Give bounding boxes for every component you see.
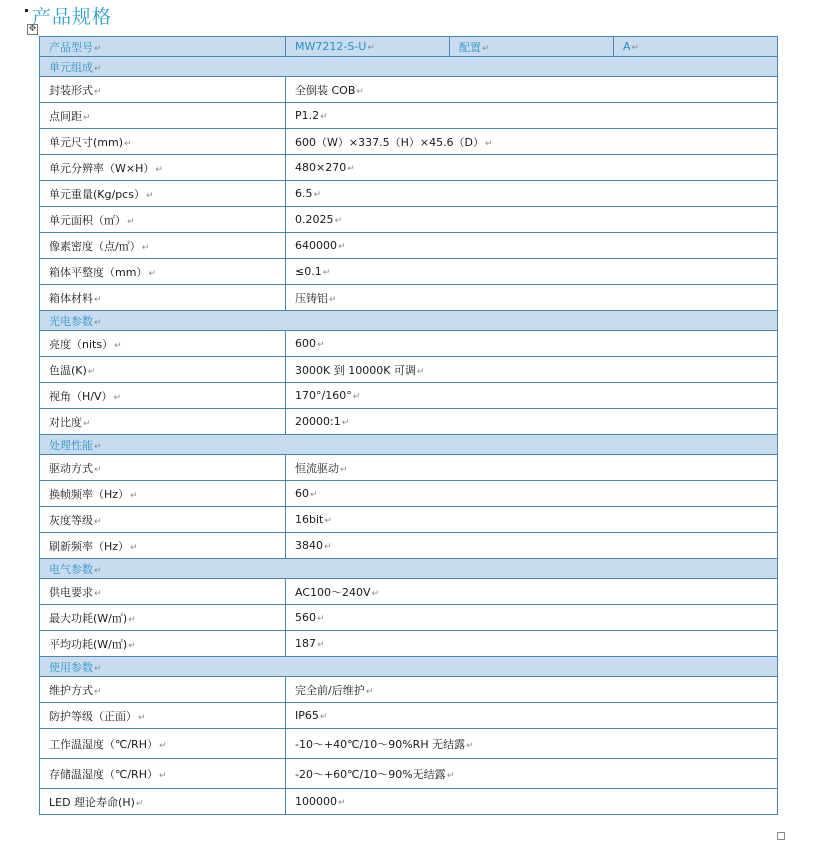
- section-title: 光电参数: [49, 314, 93, 328]
- spec-value-cell: [286, 759, 778, 789]
- table-row: [40, 155, 778, 181]
- spec-label-cell: [40, 579, 286, 605]
- spec-label-cell: [40, 507, 286, 533]
- table-move-handle-icon[interactable]: ✥: [28, 24, 37, 34]
- section-title-cell: [40, 657, 778, 677]
- table-row: [40, 579, 778, 605]
- paragraph-mark: ↵: [310, 490, 318, 500]
- spec-value-cell: [286, 789, 778, 815]
- paragraph-mark: ↵: [94, 294, 102, 305]
- paragraph-mark: ↵: [141, 242, 150, 253]
- paragraph-mark: ↵: [371, 588, 380, 599]
- spec-value: AC100～240V: [295, 585, 371, 599]
- table-row: [40, 233, 778, 259]
- paragraph-mark: ↵: [83, 418, 91, 429]
- spec-label: 维护方式: [49, 683, 93, 697]
- spec-value-cell: [286, 77, 778, 103]
- section-header-row: [40, 57, 778, 77]
- paragraph-mark: ↵: [94, 565, 102, 576]
- paragraph-mark: ↵: [127, 216, 135, 227]
- spec-value: 20000:1: [295, 415, 341, 428]
- paragraph-mark: ↵: [148, 268, 156, 279]
- spec-table: [39, 36, 778, 815]
- paragraph-mark: ↵: [416, 366, 425, 377]
- paragraph-mark: ↵: [135, 798, 144, 809]
- table-row: [40, 789, 778, 815]
- spec-label-cell: [40, 259, 286, 285]
- paragraph-mark: ↵: [94, 86, 102, 97]
- paragraph-mark: ↵: [347, 164, 355, 174]
- spec-label: 箱体材料: [49, 291, 93, 305]
- paragraph-mark: ↵: [145, 190, 154, 201]
- spec-value-cell: [286, 181, 778, 207]
- spec-value: 恒流驱动: [295, 461, 339, 475]
- paragraph-mark: ↵: [138, 712, 146, 723]
- paragraph-mark: ↵: [83, 112, 91, 123]
- spec-value: 600: [295, 337, 316, 350]
- paragraph-mark: ↵: [87, 366, 96, 377]
- spec-label: 平均功耗(W/㎡): [49, 637, 128, 651]
- spec-label-cell: [40, 729, 286, 759]
- paragraph-mark: ↵: [324, 542, 332, 552]
- spec-value-cell: [286, 507, 778, 533]
- section-title: 处理性能: [49, 438, 93, 452]
- spec-label: 对比度: [49, 415, 82, 429]
- section-title-cell: [40, 559, 778, 579]
- spec-value: 完全前/后维护: [295, 683, 365, 697]
- paragraph-mark: ↵: [94, 588, 102, 599]
- spec-value-cell: [286, 155, 778, 181]
- config-value-cell: A↵: [614, 37, 778, 57]
- table-row: [40, 677, 778, 703]
- table-row: [40, 605, 778, 631]
- spec-value: 187: [295, 637, 316, 650]
- paragraph-mark: ↵: [338, 798, 346, 808]
- paragraph-mark: ↵: [319, 712, 328, 722]
- spec-value-cell: [286, 207, 778, 233]
- spec-value: P1.2: [295, 109, 320, 122]
- spec-label: 像素密度（点/㎡）: [49, 239, 141, 253]
- spec-value: 60: [295, 487, 309, 500]
- spec-label: 单元重量(Kg/pcs）: [49, 187, 145, 201]
- table-row: [40, 285, 778, 311]
- table-row: [40, 703, 778, 729]
- spec-label-cell: [40, 357, 286, 383]
- paragraph-mark: ↵: [317, 640, 325, 650]
- spec-label: 点间距: [49, 109, 82, 123]
- spec-label: 最大功耗(W/㎡): [49, 611, 128, 625]
- paragraph-mark: ↵: [329, 294, 337, 305]
- spec-label-cell: [40, 207, 286, 233]
- spec-label: 刷新频率（Hz）: [49, 539, 130, 553]
- section-header-row: [40, 311, 778, 331]
- spec-value-cell: [286, 677, 778, 703]
- paragraph-mark: ↵: [155, 164, 163, 175]
- spec-label-cell: [40, 155, 286, 181]
- paragraph-mark: ↵: [130, 542, 138, 553]
- section-title-cell: [40, 435, 778, 455]
- spec-label: 亮度（nits）: [49, 337, 114, 351]
- spec-label: 单元分辨率（W×H）: [49, 161, 155, 175]
- spec-value: 170°/160°: [295, 389, 352, 402]
- spec-label: 箱体平整度（mm）: [49, 265, 148, 279]
- spec-value: 100000: [295, 795, 337, 808]
- paragraph-mark: ↵: [485, 138, 493, 149]
- table-row: [40, 383, 778, 409]
- table-row: [40, 331, 778, 357]
- spec-label: 视角（H/V）: [49, 389, 113, 403]
- spec-label-cell: [40, 481, 286, 507]
- table-row: [40, 409, 778, 435]
- config-label-cell: 配置↵: [450, 37, 614, 57]
- paragraph-mark: ↵: [446, 770, 455, 781]
- paragraph-mark: ↵: [158, 740, 167, 751]
- table-row: [40, 259, 778, 285]
- spec-value-cell: [286, 533, 778, 559]
- table-resize-handle[interactable]: [777, 832, 785, 840]
- paragraph-mark: ↵: [158, 770, 167, 781]
- paragraph-mark: ↵: [128, 614, 136, 625]
- section-title-cell: [40, 311, 778, 331]
- spec-value: 0.2025: [295, 213, 334, 226]
- paragraph-mark: ↵: [128, 640, 136, 651]
- table-row: [40, 207, 778, 233]
- paragraph-mark: ↵: [340, 464, 348, 475]
- paragraph-mark: ↵: [114, 340, 122, 351]
- paragraph-mark: ↵: [94, 464, 102, 475]
- spec-value: 560: [295, 611, 316, 624]
- spec-value-cell: [286, 631, 778, 657]
- paragraph-mark: ↵: [320, 112, 328, 122]
- spec-value: 640000: [295, 239, 337, 252]
- table-row: [40, 77, 778, 103]
- header-row: [40, 37, 778, 57]
- spec-value-cell: [286, 729, 778, 759]
- spec-label: 工作温湿度（℃/RH）: [49, 737, 158, 751]
- spec-label-cell: [40, 409, 286, 435]
- table-row: [40, 181, 778, 207]
- spec-value: -10～+40℃/10～90%RH 无结露: [295, 737, 466, 751]
- paragraph-mark: ↵: [317, 340, 325, 350]
- paragraph-mark: ↵: [94, 516, 102, 527]
- spec-label: LED 理论寿命(H): [49, 795, 135, 809]
- table-row: [40, 103, 778, 129]
- spec-label-cell: [40, 233, 286, 259]
- spec-label-cell: [40, 677, 286, 703]
- spec-value: -20～+60℃/10～90%无结露: [295, 767, 446, 781]
- spec-label: 色温(K): [49, 363, 87, 377]
- spec-label-cell: [40, 789, 286, 815]
- spec-label: 供电要求: [49, 585, 93, 599]
- paragraph-mark: ↵: [324, 516, 332, 526]
- section-header-row: [40, 559, 778, 579]
- paragraph-mark: ↵: [338, 242, 346, 252]
- spec-value-cell: [286, 357, 778, 383]
- paragraph-mark: ↵: [466, 740, 474, 751]
- table-row: [40, 455, 778, 481]
- table-row: [40, 631, 778, 657]
- section-title-cell: [40, 57, 778, 77]
- list-bullet: [25, 9, 28, 12]
- spec-label: 驱动方式: [49, 461, 93, 475]
- spec-value-cell: [286, 103, 778, 129]
- spec-value-cell: [286, 703, 778, 729]
- paragraph-mark: ↵: [94, 317, 102, 328]
- spec-label: 换帧频率（Hz）: [49, 487, 130, 501]
- paragraph-mark: ↵: [94, 686, 102, 697]
- paragraph-mark: ↵: [334, 216, 343, 226]
- paragraph-mark: ↵: [94, 441, 102, 452]
- spec-value: 480×270: [295, 161, 347, 174]
- table-row: [40, 357, 778, 383]
- spec-value-cell: [286, 233, 778, 259]
- table-row: [40, 129, 778, 155]
- spec-value: 600（W）×337.5（H）×45.6（D）: [295, 135, 485, 149]
- spec-label-cell: [40, 331, 286, 357]
- spec-label-cell: [40, 383, 286, 409]
- paragraph-mark: ↵: [94, 663, 102, 674]
- table-row: [40, 729, 778, 759]
- spec-label-cell: [40, 455, 286, 481]
- page-title: 产品规格: [32, 6, 113, 28]
- spec-label-cell: [40, 605, 286, 631]
- spec-value-cell: [286, 481, 778, 507]
- spec-value: 压铸铝: [295, 291, 328, 305]
- paragraph-mark: ↵: [94, 63, 102, 74]
- paragraph-mark: ↵: [113, 392, 122, 403]
- table-row: [40, 481, 778, 507]
- spec-label-cell: [40, 703, 286, 729]
- table-row: [40, 533, 778, 559]
- spec-value-cell: [286, 455, 778, 481]
- paragraph-mark: ↵: [365, 686, 374, 697]
- spec-value: 3840: [295, 539, 323, 552]
- paragraph-mark: ↵: [317, 614, 325, 624]
- spec-value-cell: [286, 285, 778, 311]
- spec-value: IP65: [295, 709, 319, 722]
- paragraph-mark: ↵: [322, 268, 331, 278]
- spec-label-cell: [40, 77, 286, 103]
- model-label-cell: 产品型号↵: [40, 37, 286, 57]
- spec-label: 存储温湿度（℃/RH）: [49, 767, 158, 781]
- spec-value-cell: [286, 331, 778, 357]
- spec-label: 防护等级（正面）: [49, 709, 137, 723]
- spec-label-cell: [40, 103, 286, 129]
- spec-label: 封装形式: [49, 83, 93, 97]
- spec-value-cell: [286, 383, 778, 409]
- section-title: 使用参数: [49, 660, 93, 674]
- paragraph-mark: ↵: [130, 490, 138, 501]
- table-row: [40, 507, 778, 533]
- spec-value-cell: [286, 605, 778, 631]
- spec-value-cell: [286, 129, 778, 155]
- paragraph-mark: ↵: [341, 418, 350, 428]
- spec-label-cell: [40, 285, 286, 311]
- section-header-row: [40, 435, 778, 455]
- paragraph-mark: ↵: [352, 392, 361, 402]
- spec-label-cell: [40, 533, 286, 559]
- spec-label: 灰度等级: [49, 513, 93, 527]
- paragraph-mark: ↵: [124, 138, 132, 149]
- spec-label-cell: [40, 129, 286, 155]
- paragraph-mark: ↵: [356, 86, 364, 97]
- spec-label-cell: [40, 181, 286, 207]
- spec-value-cell: [286, 259, 778, 285]
- spec-value: 16bit: [295, 513, 324, 526]
- section-title: 电气参数: [49, 562, 93, 576]
- spec-value: 全倒装 COB: [295, 83, 356, 97]
- paragraph-mark: ↵: [313, 190, 322, 200]
- spec-label-cell: [40, 631, 286, 657]
- spec-value-cell: [286, 409, 778, 435]
- spec-value-cell: [286, 579, 778, 605]
- spec-value: 6.5: [295, 187, 313, 200]
- spec-label-cell: [40, 759, 286, 789]
- spec-label: 单元面积（㎡）: [49, 213, 126, 227]
- section-header-row: [40, 657, 778, 677]
- spec-value: 3000K 到 10000K 可调: [295, 363, 416, 377]
- spec-label: 单元尺寸(mm): [49, 135, 124, 149]
- section-title: 单元组成: [49, 60, 93, 74]
- spec-value: ≤0.1: [295, 265, 322, 278]
- table-row: [40, 759, 778, 789]
- model-value-cell: MW7212-S-U↵: [286, 37, 450, 57]
